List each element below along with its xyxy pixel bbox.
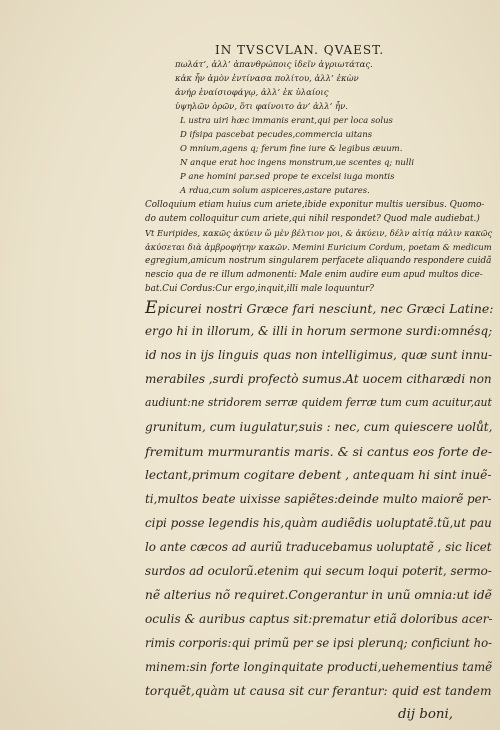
verse-line: L ustra uiri hæc immanis erant,qui per loca solus (180, 116, 393, 126)
main-text-line: cipi posse legendis his,quàm audiẽdis uoluptatẽ.tũ,ut pau (145, 516, 492, 530)
commentary-line: Colloquium etiam huius cum ariete,ibide exponitur multis uersibus. Quomo- (145, 200, 485, 210)
main-text-line: nẽ alterius nõ requiret.Congerantur in unũ omnia:ut idẽ (145, 588, 492, 602)
main-text-line: lectant,primum cogitare debent , antequam hi sint inuẽ- (145, 468, 492, 482)
commentary-line: ἀκύσεται διὰ ἀμβροφήτην κακῶν. Memini Euricium Cordum, poetam & medicum (145, 242, 492, 252)
verse-line: A rdua,cum solum aspiceres,astare putares. (180, 186, 370, 196)
main-text-line: ti,multos beate uixisse sapiẽtes:deinde multo maiorẽ per- (145, 492, 492, 506)
main-text-line: grunitum, cum iugulatur,suis : nec, cum quiescere uolůt, (145, 420, 493, 434)
commentary-line: bat.Cui Cordus:Cur ergo,inquit,illi male loquuntur? (145, 284, 374, 294)
main-text-line: fremitum murmurantis maris. & si cantus eos forte de- (145, 444, 493, 459)
verse-line: D ifsipa pascebat pecudes,commercia uitans (180, 130, 373, 140)
main-text-line: rimis corporis:qui primũ per se ipsi plerunq; conficiunt ho- (145, 636, 493, 650)
commentary-line: do autem colloquitur cum ariete,qui nihil respondet? Quod male audiebat.) (145, 214, 480, 224)
greek-line: πωλάτ’, ἀλλ’ ἀπανθρώποις ἰδεῖν ἀγριωτάτας. (175, 60, 373, 70)
commentary-line: nescio qua de re illum admonenti: Male enim audire eum apud multos dice- (145, 270, 483, 280)
greek-line: ὑψηλῶν ὀρῶν, ὅτι φαίνοιτο ἀν’ ἀλλ’ ἦν. (175, 102, 348, 112)
main-text-line: oculis & auribus captus sit:prematur etiã doloribus acer- (145, 612, 493, 626)
drop-cap: E (145, 298, 158, 318)
greek-line: κἀκ ἦν ἀμὸν ἐντίνασα πολίτου, ἀλλ’ ἐκὼν (175, 74, 359, 84)
main-text-line: audiunt:ne stridorem serræ quidem ferræ tum cum acuitur,aut (145, 396, 492, 409)
verse-line: P ane homini par.sed prope te excelsi iuga montis (180, 172, 395, 182)
running-header: IN TVSCVLAN. QVAEST. (215, 43, 385, 57)
main-text-line-content: picurei nostri Græce fari nesciunt, nec Græci Latine: (157, 301, 494, 316)
main-text-line: dij boni, (398, 707, 454, 722)
verse-line: N anque erat hoc ingens monstrum,ue scentes q; nulli (180, 158, 415, 168)
main-text-line: torquẽt,quàm ut causa sit cur ferantur: quid est tandem (145, 684, 492, 698)
verse-line: O mnium,agens q; ferum fine iure & legibus æuum. (180, 144, 403, 154)
main-text-line: id nos in ijs linguis quas non intelligimus, quæ sunt innu- (145, 348, 493, 362)
main-text-line: lo ante cæcos ad auriũ traducebamus uoluptatẽ , sic licet (145, 540, 492, 554)
main-text-line (145, 298, 494, 318)
main-text-line: merabiles ,surdi profectò sumus.At uocem citharædi non (145, 372, 492, 386)
commentary-line: Vt Euripides, κακῶς ἀκύειν ὥ μὲν βέλτιον μοι, & ἀκύειν, δέλν αἰτίᾳ πάλιν κακῶς (145, 228, 493, 238)
commentary-line: egregium,amicum nostrum singularem perfacete aliquando respondere cuidã (145, 256, 492, 266)
greek-line: ἀνήρ ἐναίσιοφάγῳ, ἀλλ’ ἐκ ὑλαίοις (175, 88, 329, 98)
main-text-line: surdos ad oculorũ.etenim qui secum loqui poterit, sermo- (145, 564, 492, 578)
main-text-line: ergo hi in illorum, & illi in horum sermone surdi:omnésq; (145, 324, 493, 338)
main-text-line: minem:sin forte longinquitate producti,uehementius tamẽ (145, 660, 493, 674)
